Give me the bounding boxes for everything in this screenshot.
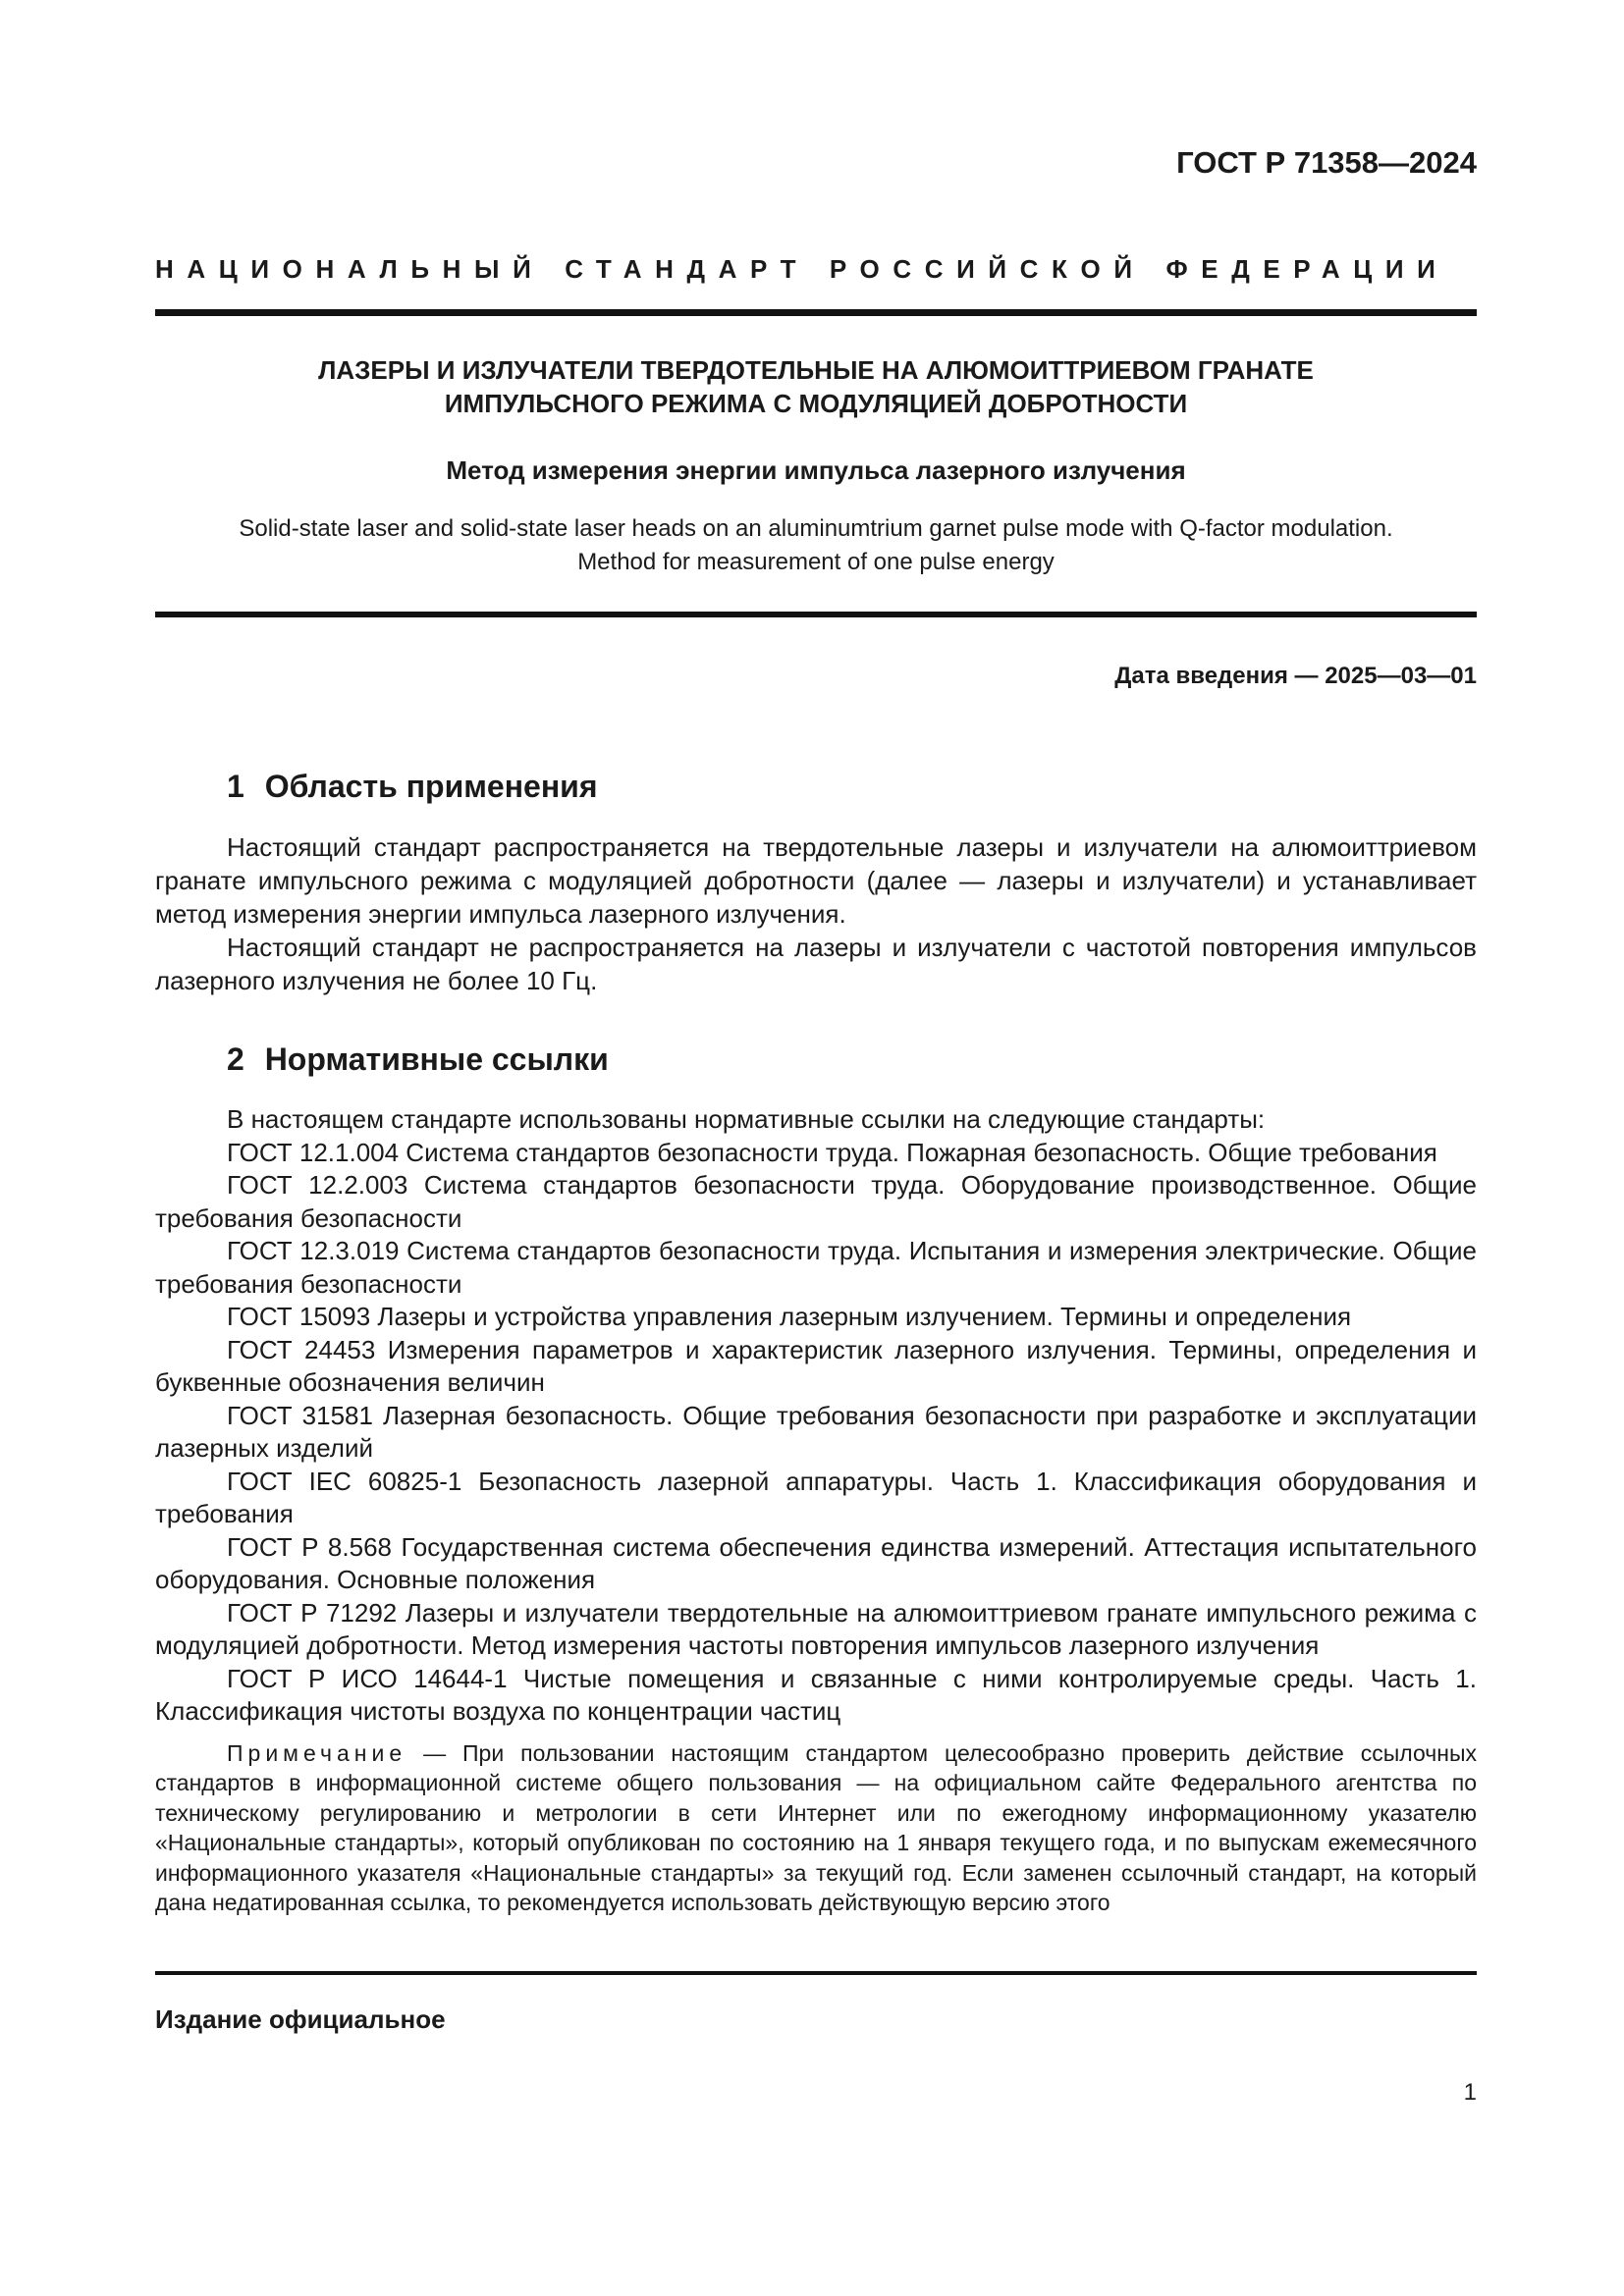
- note-paragraph: [155, 1738, 1477, 1918]
- section-1-heading: [227, 766, 1477, 807]
- section-1-title: Область применения: [264, 769, 598, 804]
- english-title-line-1: Solid-state laser and solid-state laser heads on an aluminumtrium garnet pulse mode with Q-factor modulation.: [239, 515, 1393, 542]
- national-standard-heading: НАЦИОНАЛЬНЫЙ СТАНДАРТ РОССИЙСКОЙ ФЕДЕРАЦИИ: [155, 254, 1449, 284]
- english-title: [155, 512, 1477, 579]
- note-label: Примечание: [227, 1739, 407, 1766]
- introduction-date: Дата введения — 2025—03—01: [1114, 663, 1477, 689]
- reference-item: ГОСТ 31581 Лазерная безопасность. Общие требования безопасности при разработке и эксплуатации лазерных изделий: [155, 1400, 1477, 1463]
- document-body: [155, 766, 1477, 1918]
- section-1-paragraph: Настоящий стандарт не распространяется на лазеры и излучатели с частотой повторения импульсов лазерного излучения не более 10 Гц.: [155, 933, 1477, 995]
- footer-rule: [155, 1971, 1477, 1975]
- official-edition-label: Издание официальное: [155, 2004, 446, 2034]
- section-2-number: 2: [227, 1041, 244, 1077]
- page-number: 1: [1463, 2079, 1477, 2106]
- section-2-intro: В настоящем стандарте использованы нормативные ссылки на следующие стандарты:: [227, 1104, 1266, 1134]
- title-line-1: ЛАЗЕРЫ И ИЗЛУЧАТЕЛИ ТВЕРДОТЕЛЬНЫЕ НА АЛЮМОИТТРИЕВОМ ГРАНАТЕ: [318, 355, 1314, 385]
- reference-item: ГОСТ Р 71292 Лазеры и излучатели твердотельные на алюмоиттриевом гранате импульсного режима с модуляцией добротности. Метод измерения частоты повторения импульсов лазерного излучения: [155, 1597, 1477, 1660]
- standard-code: ГОСТ Р 71358—2024: [1176, 145, 1477, 180]
- reference-item: ГОСТ Р 8.568 Государственная система обеспечения единства измерений. Аттестация испытательного оборудования. Основные положения: [155, 1531, 1477, 1594]
- section-1-paragraph: Настоящий стандарт распространяется на твердотельные лазеры и излучатели на алюмоиттриевом гранате импульсного режима с модуляцией добротности (далее — лазеры и излучатели) и устанавливает метод измерения энергии импульса лазерного излучения.: [155, 832, 1477, 929]
- section-1-number: 1: [227, 769, 244, 804]
- reference-item: ГОСТ IEC 60825-1 Безопасность лазерной аппаратуры. Часть 1. Классификация оборудования и требования: [155, 1466, 1477, 1528]
- section-2-heading: [227, 1039, 1477, 1080]
- reference-item: ГОСТ 12.2.003 Система стандартов безопасности труда. Оборудование производственное. Общие требования безопасности: [155, 1170, 1477, 1233]
- reference-item: ГОСТ 12.3.019 Система стандартов безопасности труда. Испытания и измерения электрические. Общие требования безопасности: [155, 1236, 1477, 1299]
- note-text: — При пользовании настоящим стандартом целесообразно проверить действие ссылочных стандартов в информационной системе общего пользования — на официальном сайте Федерального агентства по техническому регулированию и метрологии в сети Интернет или по ежегодному информационному указателю «Национальные стандарты», который опубликован по состоянию на 1 января текущего года, и по выпускам ежемесячного информационного указателя «Национальные стандарты» за текущий год. Если заменен ссылочный стандарт, на который дана недатированная ссылка, то рекомендуется использовать действующую версию этого: [155, 1739, 1477, 1915]
- header-rule: [155, 309, 1477, 316]
- document-title: [155, 353, 1477, 420]
- section-2-title: Нормативные ссылки: [264, 1041, 609, 1077]
- title-line-2: ИМПУЛЬСНОГО РЕЖИМА С МОДУЛЯЦИЕЙ ДОБРОТНОСТИ: [444, 389, 1188, 418]
- title-rule: [155, 612, 1477, 617]
- reference-item: ГОСТ 15093 Лазеры и устройства управления лазерным излучением. Термины и определения: [227, 1302, 1352, 1331]
- reference-item: ГОСТ 24453 Измерения параметров и характеристик лазерного излучения. Термины, определения и буквенные обозначения величин: [155, 1334, 1477, 1397]
- reference-item: ГОСТ Р ИСО 14644-1 Чистые помещения и связанные с ними контролируемые среды. Часть 1. Классификация чистоты воздуха по концентрации частиц: [155, 1663, 1477, 1726]
- english-title-line-2: Method for measurement of one pulse energy: [577, 549, 1055, 575]
- reference-item: ГОСТ 12.1.004 Система стандартов безопасности труда. Пожарная безопасность. Общие требования: [227, 1137, 1437, 1167]
- document-subtitle: Метод измерения энергии импульса лазерного излучения: [446, 455, 1186, 485]
